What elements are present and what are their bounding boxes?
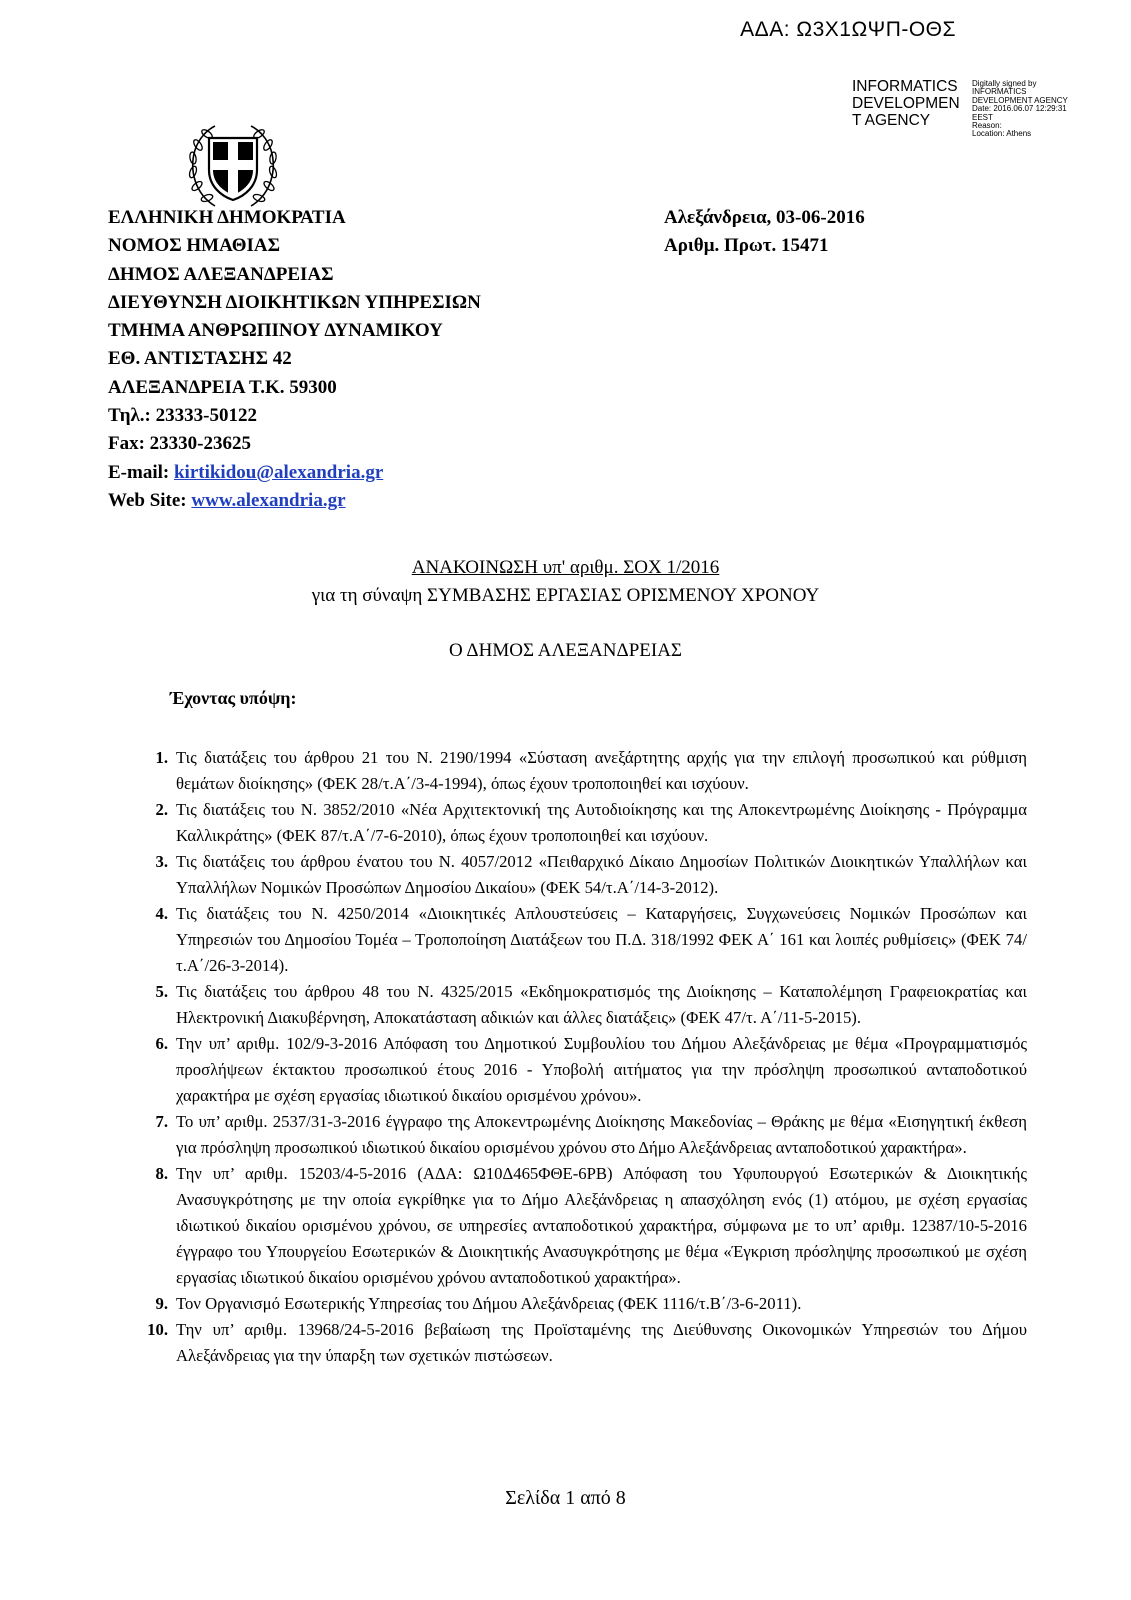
list-item-number: 4. (155, 904, 168, 923)
list-item (140, 1031, 1027, 1109)
list-item-number: 8. (155, 1164, 168, 1183)
list-item (140, 901, 1027, 979)
list-item-text: Τις διατάξεις του άρθρου 48 του Ν. 4325/2015 «Εκδημοκρατισμός της Διοίκησης – Καταπολέμηση Γραφειοκρατίας και Ηλεκτρονική Διακυβέρνηση, Αποκατάσταση αδικιών και άλλες διατάξεις» (ΦΕΚ 47/τ. Α΄/11-5-2015). (176, 982, 1027, 1027)
website-label: Web Site: (108, 489, 192, 511)
announcement-title-line1: ΑΝΑΚΟΙΝΩΣΗ υπ' αριθμ. ΣΟΧ 1/2016 (411, 557, 720, 578)
list-item (140, 979, 1027, 1031)
list-item-text: Την υπ’ αριθμ. 102/9-3-2016 Απόφαση του Δημοτικού Συμβουλίου του Δήμου Αλεξάνδρειας με θέμα «Προγραμματισμός προσλήψεων έκτακτου προσωπικού έτους 2016 - Υποβολή αιτήματος για την πρόσληψη προσωπικού ανταποδοτικού χαρακτήρα με σχέση εργασίας ιδιωτικού δικαίου ορισμένου χρόνου». (176, 1034, 1027, 1105)
announcement-title-line2: για τη σύναψη ΣΥΜΒΑΣΗΣ ΕΡΓΑΣΙΑΣ ΟΡΙΣΜΕΝΟΥ ΧΡΟΝΟΥ (311, 585, 820, 606)
header-line: ΔΙΕΥΘΥΝΣΗ ΔΙΟΙΚΗΤΙΚΩΝ ΥΠΗΡΕΣΙΩΝ (108, 291, 481, 313)
list-item-number: 6. (155, 1034, 168, 1053)
header-line: Fax: 23330-23625 (108, 433, 252, 455)
issuing-authority: Ο ΔΗΜΟΣ ΑΛΕΞΑΝΔΡΕΙΑΣ (448, 640, 682, 661)
digital-signature (852, 78, 1082, 139)
list-item (140, 849, 1027, 901)
signature-detail-line: DEVELOPMENT AGENCY (972, 95, 1068, 105)
ada-code: ΑΔΑ: Ω3Χ1ΩΨΠ-ΟΘΣ (740, 18, 956, 41)
legal-basis-list (140, 745, 1027, 1369)
list-item (140, 1161, 1027, 1291)
document-date: Αλεξάνδρεια, 03-06-2016 (664, 207, 865, 228)
header-line: ΕΛΛΗΝΙΚΗ ΔΗΜΟΚΡΑΤΙΑ (108, 207, 346, 228)
list-item-text: Το υπ’ αριθμ. 2537/31-3-2016 έγγραφο της Αποκεντρωμένης Διοίκησης Μακεδονίας – Θράκης με θέμα «Εισηγητική έκθεση για πρόσληψη προσωπικού ιδιωτικού δικαίου ορισμένου χρόνου στο Δήμο Αλεξάνδρειας ανταποδοτικού χαρακτήρα». (176, 1112, 1027, 1157)
signature-detail-line: Digitally signed by (972, 79, 1037, 88)
announcement-title (0, 554, 1131, 610)
list-item-number: 3. (155, 852, 168, 871)
header-line: ΑΛΕΞΑΝΔΡΕΙΑ Τ.Κ. 59300 (108, 376, 337, 398)
list-item (140, 1109, 1027, 1161)
list-item-text: Τις διατάξεις του Ν. 4250/2014 «Διοικητικές Απλουστεύσεις – Καταργήσεις, Συγχωνεύσεις Νομικών Προσώπων και Υπηρεσιών του Δημοσίου Τομέα – Τροποποίηση Διατάξεων του Π.Δ. 318/1992 ΦΕΚ Α΄ 161 και λοιπές ρυθμίσεις» (ΦΕΚ 74/τ.Α΄/26-3-2014). (176, 904, 1027, 975)
greek-coat-of-arms-icon (185, 120, 281, 212)
list-item-text: Την υπ’ αριθμ. 15203/4-5-2016 (ΑΔΑ: Ω10Δ465ΦΘΕ-6ΡΒ) Απόφαση του Υφυπουργού Εσωτερικών & Διοικητικής Ανασυγκρότησης με την οποία εγκρίθηκε για το Δήμο Αλεξάνδρειας η απασχόληση ενός (1) ατόμου, με σχέση εργασίας ιδιωτικού δικαίου ορισμένου χρόνου, σε υπηρεσίες ανταποδοτικού χαρακτήρα, σύμφωνα με το υπ’ αριθμ. 12387/10-5-2016 έγγραφο του Υπουργείου Εσωτερικών & Διοικητικής Ανασυγκρότησης με θέμα «Έγκριση πρόσληψης προσωπικού με σχέση εργασίας ιδιωτικού δικαίου ορισμένου χρόνου ανταποδοτικού χαρακτήρα». (176, 1164, 1027, 1287)
page-number: Σελίδα 1 από 8 (505, 1487, 626, 1509)
list-item-text: Τις διατάξεις του άρθρου ένατου του Ν. 4057/2012 «Πειθαρχικό Δίκαιο Δημοσίων Πολιτικών Διοικητικών Υπαλλήλων και Υπαλλήλων Νομικών Προσώπων Δημοσίου Δικαίου» (ΦΕΚ 54/τ.Α΄/14-3-2012). (176, 852, 1027, 897)
list-item-number: 10. (147, 1320, 168, 1339)
signer-name-line: T AGENCY (852, 112, 931, 129)
signature-detail-line: EEST (972, 112, 993, 122)
header-line: ΝΟΜΟΣ ΗΜΑΘΙΑΣ (108, 235, 281, 257)
list-item-number: 1. (155, 748, 168, 767)
signer-name (852, 78, 968, 129)
list-item-number: 5. (155, 982, 168, 1001)
list-item-number: 7. (155, 1112, 168, 1131)
list-item-text: Τις διατάξεις του Ν. 3852/2010 «Νέα Αρχιτεκτονική της Αυτοδιοίκησης και της Αποκεντρωμένης Διοίκησης - Πρόγραμμα Καλλικράτης» (ΦΕΚ 87/τ.Α΄/7-6-2010), όπως έχουν τροποποιηθεί και ισχύουν. (176, 800, 1027, 845)
header-line: Τηλ.: 23333-50122 (108, 405, 257, 427)
list-item (140, 745, 1027, 797)
header-line: ΕΘ. ΑΝΤΙΣΤΑΣΗΣ 42 (108, 348, 292, 370)
website-row (108, 487, 481, 515)
list-item-number: 2. (155, 800, 168, 819)
website-link[interactable]: www.alexandria.gr (191, 489, 346, 511)
document-meta (664, 204, 865, 261)
list-item (140, 1317, 1027, 1369)
signer-name-line: DEVELOPMEN (852, 95, 960, 112)
email-row (108, 459, 481, 487)
signature-details (972, 80, 1082, 139)
considering-heading: Έχοντας υπόψη: (170, 688, 297, 708)
email-label: E-mail: (108, 461, 174, 483)
signature-detail-line: Location: Athens (972, 129, 1032, 139)
email-link[interactable]: kirtikidou@alexandria.gr (173, 461, 384, 483)
sender-address-block (108, 204, 481, 515)
list-item-text: Τις διατάξεις του άρθρου 21 του Ν. 2190/1994 «Σύσταση ανεξάρτητης αρχής για την επιλογή προσωπικού και ρύθμιση θεμάτων διοίκησης» (ΦΕΚ 28/τ.Α΄/3-4-1994), όπως έχουν τροποποιηθεί και ισχύουν. (176, 748, 1027, 793)
list-item-text: Την υπ’ αριθμ. 13968/24-5-2016 βεβαίωση της Προϊσταμένης της Διεύθυνσης Οικονομικών Υπηρεσιών του Δήμου Αλεξάνδρειας για την ύπαρξη των σχετικών πιστώσεων. (176, 1320, 1027, 1365)
list-item (140, 797, 1027, 849)
list-item (140, 1291, 1027, 1317)
header-line: ΔΗΜΟΣ ΑΛΕΞΑΝΔΡΕΙΑΣ (108, 263, 334, 285)
list-item-text: Τον Οργανισμό Εσωτερικής Υπηρεσίας του Δήμου Αλεξάνδρειας (ΦΕΚ 1116/τ.Β΄/3-6-2011). (176, 1294, 802, 1313)
signer-name-line: INFORMATICS (852, 78, 958, 95)
protocol-number: Αριθμ. Πρωτ. 15471 (664, 235, 829, 257)
header-line: ΤΜΗΜΑ ΑΝΘΡΩΠΙΝΟΥ ΔΥΝΑΜΙΚΟΥ (108, 320, 443, 342)
list-item-number: 9. (155, 1294, 168, 1313)
signature-detail-line: Reason: (972, 121, 1002, 131)
signature-detail-line: INFORMATICS (972, 87, 1027, 97)
signature-detail-line: Date: 2016.06.07 12:29:31 (972, 104, 1067, 114)
